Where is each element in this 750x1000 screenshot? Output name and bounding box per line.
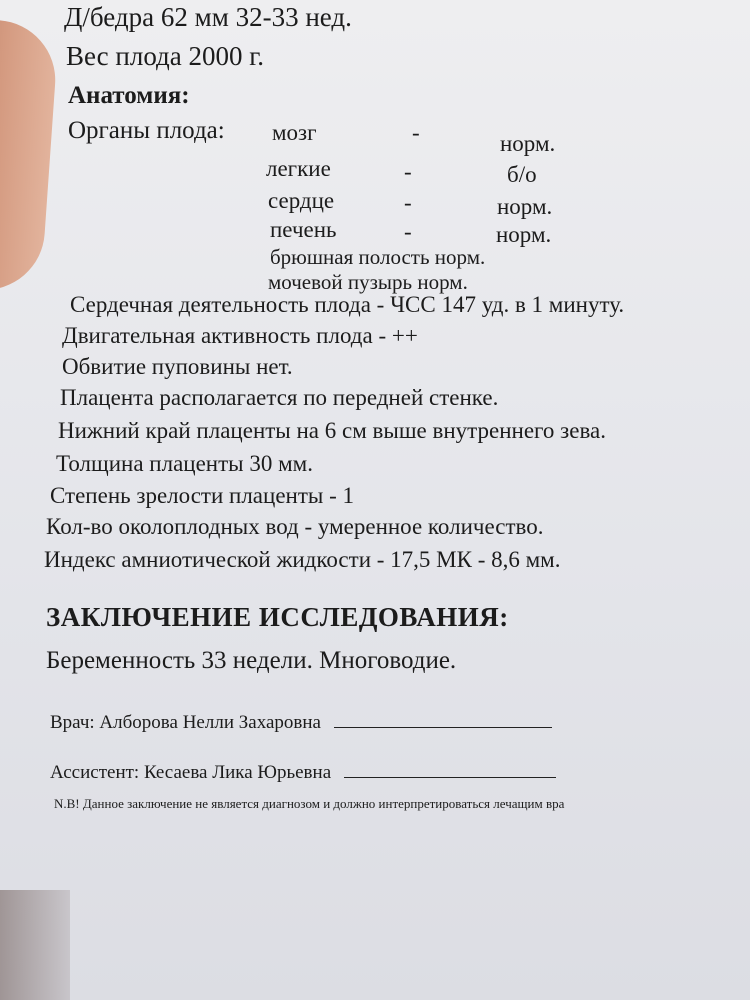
organ-name: легкие bbox=[266, 156, 331, 181]
abdomen-line: брюшная полость норм. bbox=[270, 245, 486, 269]
assistant-signature-line bbox=[50, 762, 556, 784]
organ-dash: - bbox=[404, 159, 412, 184]
organ-status: норм. bbox=[500, 131, 556, 156]
doctor-name: Врач: Алборова Нелли Захаровна bbox=[50, 712, 321, 733]
background-shadow bbox=[0, 890, 70, 1000]
bladder-line: мочевой пузырь норм. bbox=[268, 270, 468, 294]
organ-name: печень bbox=[270, 217, 337, 242]
fetal-weight-line: Вес плода 2000 г. bbox=[66, 41, 265, 71]
organ-dash: - bbox=[412, 120, 420, 145]
signature-blank bbox=[344, 777, 556, 778]
finding-cord-entanglement: Обвитие пуповины нет. bbox=[62, 354, 293, 379]
signature-blank bbox=[334, 727, 552, 728]
finding-placenta-edge: Нижний край плаценты на 6 см выше внутреннего зева. bbox=[58, 418, 606, 443]
finding-amniotic-fluid: Кол-во околоплодных вод - умеренное количество. bbox=[46, 514, 544, 539]
disclaimer-note: N.B! Данное заключение не является диагнозом и должно интерпретироваться лечащим вра bbox=[54, 796, 565, 811]
assistant-name: Ассистент: Кесаева Лика Юрьевна bbox=[50, 762, 332, 783]
organ-status: б/о bbox=[507, 162, 537, 187]
finding-placenta-thickness: Толщина плаценты 30 мм. bbox=[56, 451, 313, 476]
finding-heart-rate: Сердечная деятельность плода - ЧСС 147 уд. в 1 минуту. bbox=[70, 292, 625, 317]
organ-dash: - bbox=[404, 190, 412, 215]
organs-label: Органы плода: bbox=[68, 117, 225, 144]
anatomy-heading: Анатомия: bbox=[68, 82, 190, 109]
finding-motor-activity: Двигательная активность плода - ++ bbox=[62, 323, 418, 348]
organ-status: норм. bbox=[497, 194, 553, 219]
finding-amniotic-index: Индекс амниотической жидкости - 17,5 МК - 8,6 мм. bbox=[44, 547, 561, 572]
finding-placenta-location: Плацента располагается по передней стенке. bbox=[60, 385, 499, 410]
organ-dash: - bbox=[404, 219, 412, 244]
thumb-overlay bbox=[0, 16, 59, 294]
finding-placenta-maturity: Степень зрелости плаценты - 1 bbox=[50, 483, 355, 508]
organ-name: мозг bbox=[272, 120, 317, 145]
organ-status: норм. bbox=[496, 222, 552, 247]
conclusion-text: Беременность 33 недели. Многоводие. bbox=[46, 647, 457, 674]
conclusion-heading: ЗАКЛЮЧЕНИЕ ИССЛЕДОВАНИЯ: bbox=[46, 602, 509, 632]
organ-name: сердце bbox=[268, 188, 335, 213]
femur-length-line: Д/бедра 62 мм 32-33 нед. bbox=[64, 2, 352, 32]
doctor-signature-line bbox=[50, 712, 552, 734]
